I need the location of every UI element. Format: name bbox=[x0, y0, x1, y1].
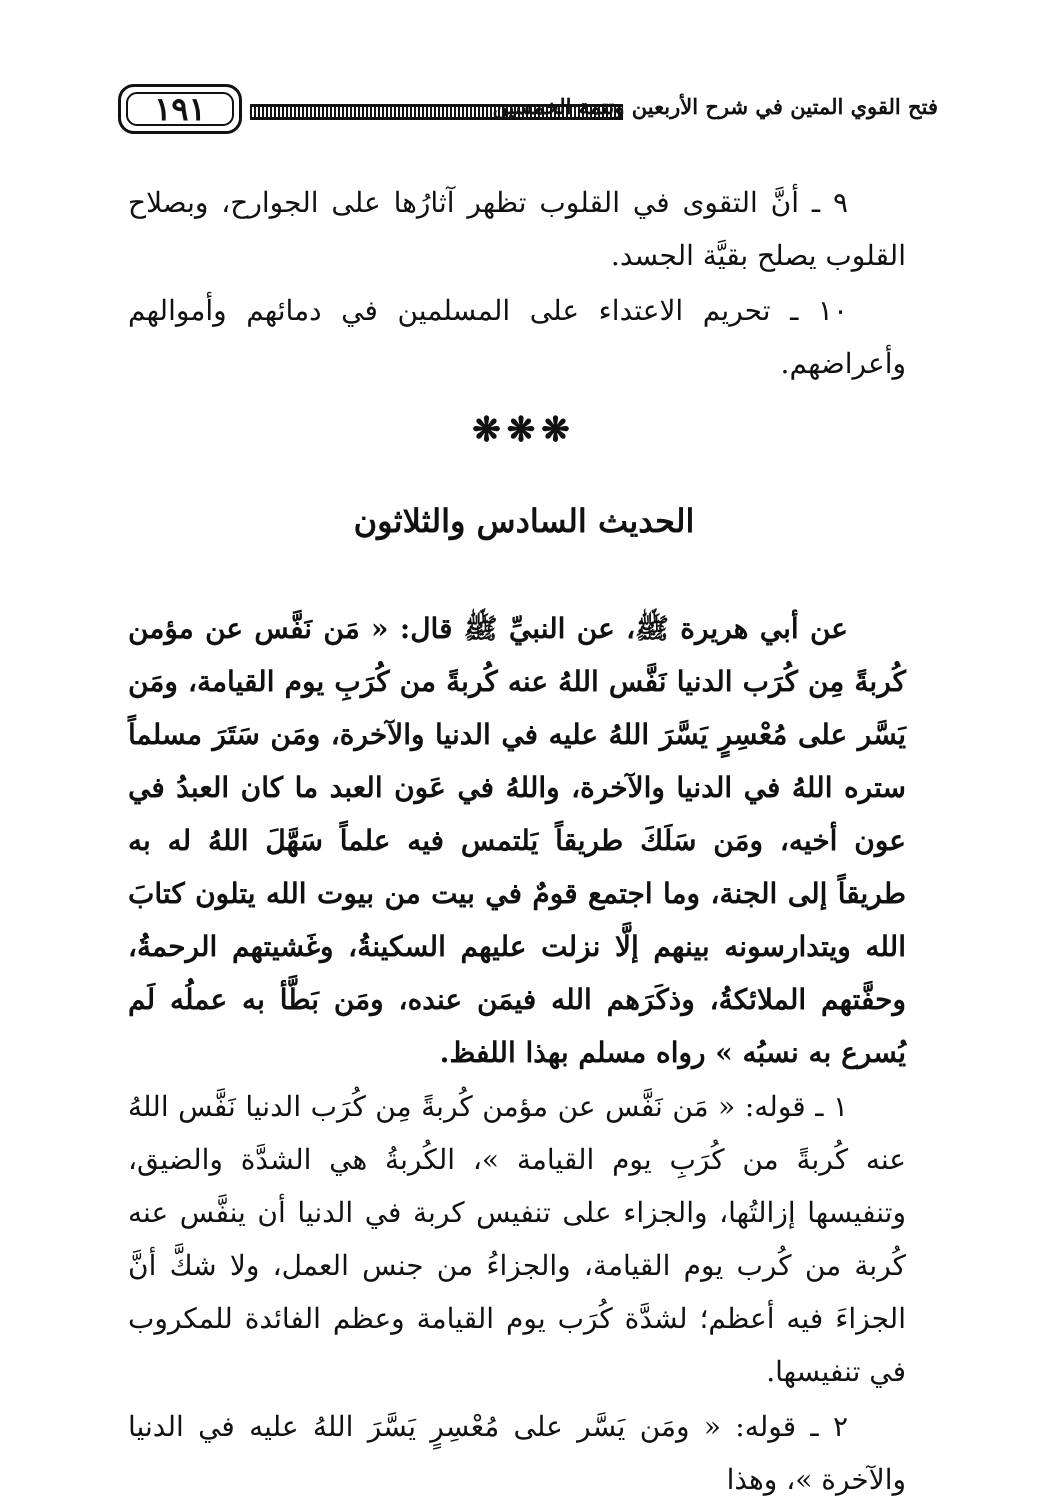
hadith-body bbox=[128, 602, 906, 1079]
section-separator: ❋❋❋ bbox=[472, 410, 576, 450]
explanation-point-1: ١ ـ قوله: « مَن نَفَّس عن مؤمن كُربةً مِن كُرَب الدنيا نَفَّس اللهُ عنه كُربةً من كُرَبِ يوم القيامة »، الكُربةُ هي الشدَّة والضيق، وتنفيسها إزالتُها، والجزاء على تنفيس كربة في الدنيا أن ينفَّس عنه كُربة من كُرب يوم القيامة، والجزاءُ من جنس العمل، ولا شكَّ أنَّ الجزاءَ فيه أعظم؛ لشدَّة كُرَب يوم القيامة وعظم الفائدة للمكروب في تنفيسها. bbox=[128, 1090, 906, 1388]
hadith-title: الحديث السادس والثلاثون bbox=[353, 502, 695, 540]
hadith-text: عن أبي هريرة ﷺ، عن النبيِّ ﷺ قال: « مَن نَفَّس عن مؤمن كُربةً مِن كُرَب الدنيا نَفَّس اللهُ عنه كُربةً من كُرَبِ يوم القيامة، ومَن يَسَّر على مُعْسِرٍ يَسَّرَ اللهُ عليه في الدنيا والآخرة، ومَن سَتَرَ مسلماً ستره اللهُ في الدنيا والآخرة، واللهُ في عَون العبد ما كان العبدُ في عون أخيه، ومَن سَلَكَ طريقاً يَلتمس فيه علماً سَهَّلَ اللهُ له به طريقاً إلى الجنة، وما اجتمع قومٌ في بيت من بيوت الله يتلون كتابَ الله ويتدارسونه بينهم إلَّا نزلت عليهم السكينةُ، وغَشيتهم الرحمةُ، وحفَّتهم الملائكةُ، وذكَرَهم الله فيمَن عنده، ومَن بَطَّأ به عملُه لَم يُسرع به نسبُه » رواه مسلم بهذا اللفظ. bbox=[128, 612, 906, 1069]
explanation-body bbox=[128, 1080, 906, 1506]
page-number: ١٩١ bbox=[154, 90, 206, 128]
book-title: فتح القوي المتين في شرح الأربعين وتتمة الخمسين bbox=[492, 94, 938, 119]
running-header bbox=[118, 84, 938, 136]
point-9: ٩ ـ أنَّ التقوى في القلوب تظهر آثارُها على الجوارح، وبصلاح القلوب يصلح بقيَّة الجسد. bbox=[128, 186, 906, 272]
point-10: ١٠ ـ تحريم الاعتداء على المسلمين في دمائهم وأموالهم وأعراضهم. bbox=[128, 294, 906, 380]
explanation-point-2: ٢ ـ قوله: « ومَن يَسَّر على مُعْسِرٍ يَسَّرَ اللهُ عليه في الدنيا والآخرة »، وهذا bbox=[128, 1410, 906, 1496]
page-number-frame bbox=[118, 84, 242, 134]
previous-points bbox=[128, 176, 906, 390]
